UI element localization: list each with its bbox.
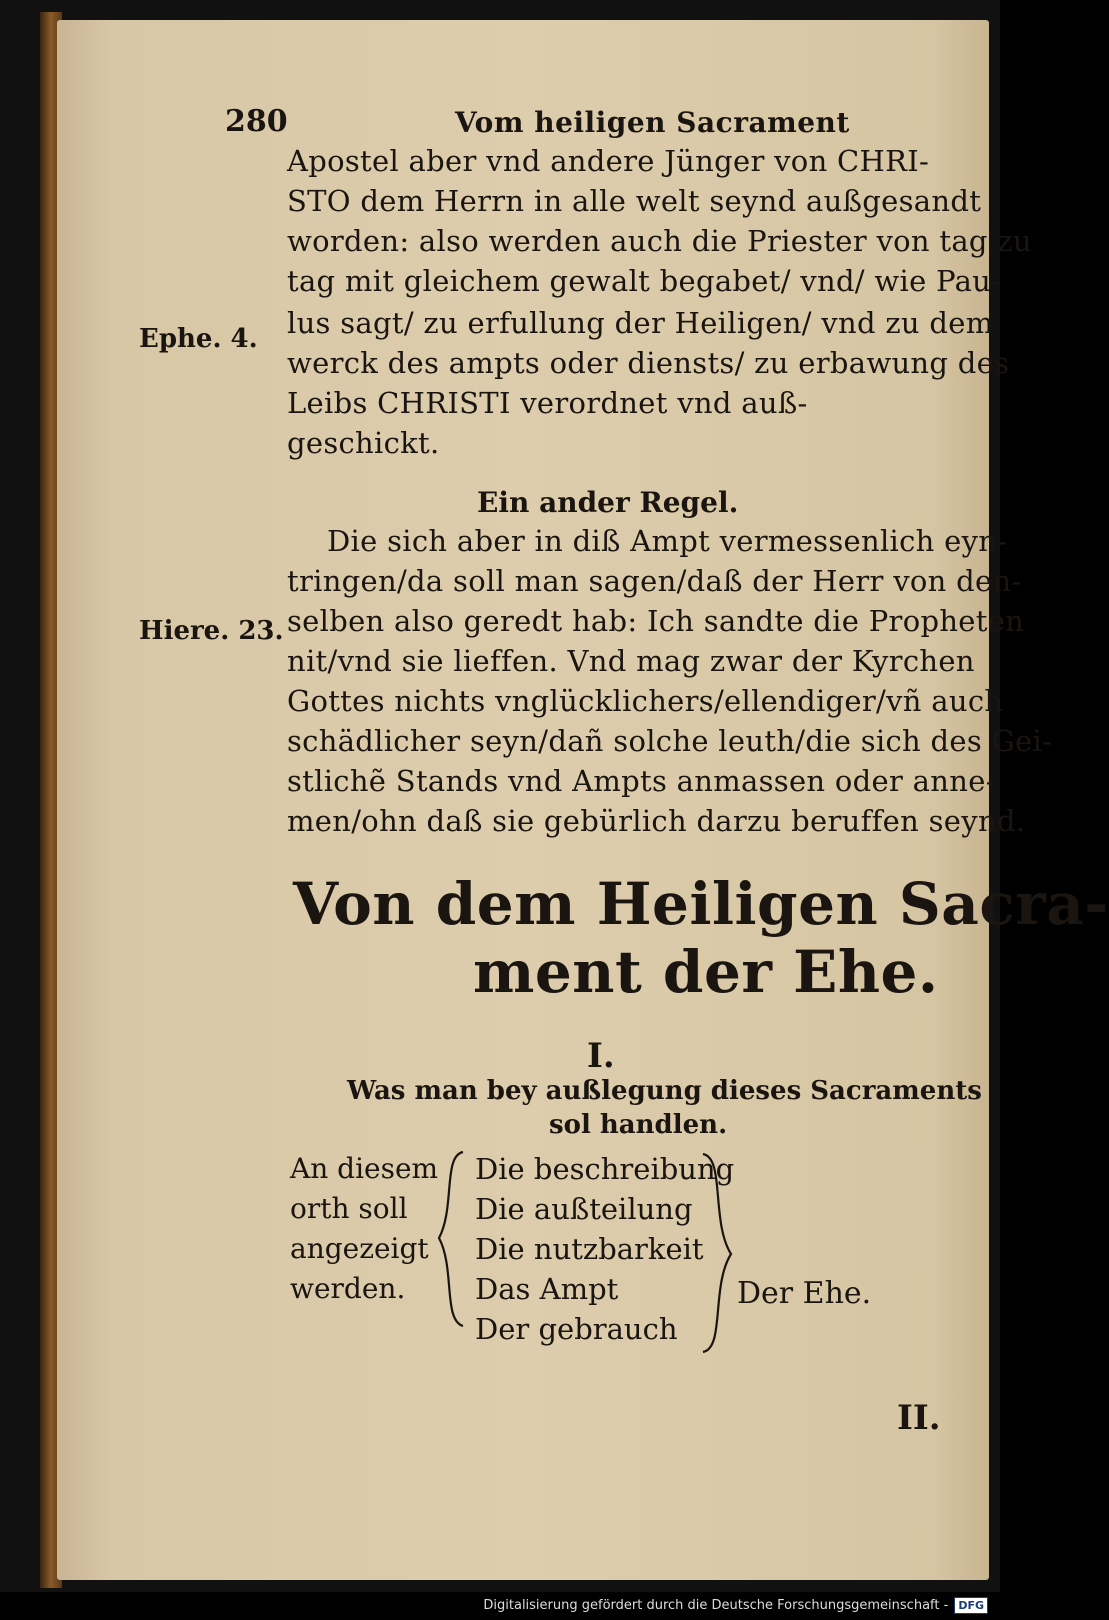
body-line: geschickt. xyxy=(287,426,440,460)
body-line: lus sagt/ zu erfullung der Heiligen/ vnd zu dem xyxy=(287,306,994,340)
body-line: tringen/da soll man sagen/daß der Herr von den- xyxy=(287,564,1022,598)
body-line: selben also geredt hab: Ich sandte die Propheten xyxy=(287,604,1025,638)
section-question: Was man bey außlegung dieses Sacraments xyxy=(347,1076,982,1106)
scheme-label: orth soll xyxy=(290,1192,408,1225)
scheme-label: werden. xyxy=(290,1272,406,1305)
body-line: stlichẽ Stands vnd Ampts anmassen oder anne- xyxy=(287,764,996,798)
section-title: Von dem Heiligen Sacra- xyxy=(293,870,1109,938)
subheading: Ein ander Regel. xyxy=(477,486,739,519)
body-line: tag mit gleichem gewalt begabet/ vnd/ wie Pau- xyxy=(287,264,1002,298)
section-number: I. xyxy=(587,1036,615,1076)
body-line: worden: also werden auch die Priester von tag zu xyxy=(287,224,1032,258)
section-title: ment der Ehe. xyxy=(473,938,939,1006)
margin-note-ephe: Ephe. 4. xyxy=(139,324,258,354)
body-line: Leibs CHRISTI verordnet vnd auß- xyxy=(287,386,808,420)
body-line: Die sich aber in diß Ampt vermessenlich eyn- xyxy=(327,524,1008,558)
margin-note-hiere: Hiere. 23. xyxy=(139,616,284,646)
body-line: werck des ampts oder diensts/ zu erbawung des xyxy=(287,346,1010,380)
scheme-item: Der gebrauch xyxy=(475,1312,678,1346)
body-line: Apostel aber vnd andere Jünger von CHRI- xyxy=(287,144,930,178)
scheme-label: An diesem xyxy=(290,1152,439,1185)
page-number: 280 xyxy=(225,104,288,139)
body-line: STO dem Herrn in alle welt seynd außgesandt xyxy=(287,184,982,218)
running-head: Vom heiligen Sacrament xyxy=(455,106,850,139)
dfg-logo: DFG xyxy=(954,1597,988,1614)
body-line: men/ohn daß sie gebürlich darzu beruffen seynd. xyxy=(287,804,1026,838)
body-line: Gottes nichts vnglücklichers/ellendiger/vñ auch xyxy=(287,684,1004,718)
right-brace-icon xyxy=(697,1150,737,1356)
book-page xyxy=(57,20,1109,1580)
scheme-result: Der Ehe. xyxy=(737,1276,872,1311)
footer-text: Digitalisierung gefördert durch die Deutsche Forschungsgemeinschaft - xyxy=(483,1598,949,1613)
digitization-footer xyxy=(483,1597,988,1614)
scheme-label: angezeigt xyxy=(290,1232,429,1265)
scheme-item: Das Ampt xyxy=(475,1272,619,1306)
catchword: II. xyxy=(897,1398,941,1438)
body-line: schädlicher seyn/dañ solche leuth/die sich des Gei- xyxy=(287,724,1053,758)
left-brace-icon xyxy=(433,1148,469,1330)
scheme-item: Die nutzbarkeit xyxy=(475,1232,704,1266)
scheme-item: Die beschreibung xyxy=(475,1152,735,1186)
body-line: nit/vnd sie lieffen. Vnd mag zwar der Kyrchen xyxy=(287,644,975,678)
section-question: sol handlen. xyxy=(549,1110,728,1140)
scheme-item: Die außteilung xyxy=(475,1192,693,1226)
